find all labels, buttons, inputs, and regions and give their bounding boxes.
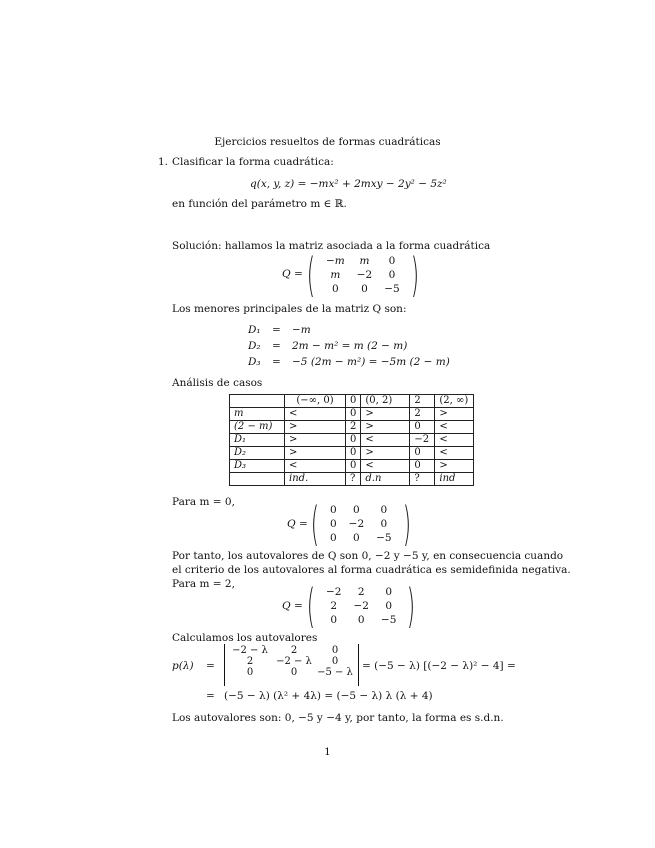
table-cell: <: [361, 460, 410, 473]
cell: −2 − λ: [276, 656, 312, 667]
table-cell: >: [435, 408, 474, 421]
det-eq-sign: =: [206, 660, 215, 672]
table-cell: <: [361, 434, 410, 447]
cell: −2: [325, 586, 342, 598]
table-row: [230, 434, 474, 447]
table-cell: D₂: [230, 447, 285, 460]
cell: 0: [329, 518, 337, 530]
table-cell: <: [435, 421, 474, 434]
cell: −5 − λ: [317, 667, 353, 678]
cell: m: [359, 255, 370, 267]
conclusion-text: Los autovalores son: 0, −5 y −4 y, por tanto, la forma es s.d.n.: [172, 712, 504, 724]
form-equation: q(x, y, z) = −mx² + 2mxy − 2y² − 5z²: [250, 178, 447, 190]
cell: 2: [357, 586, 365, 598]
m0-paragraph-line2: el criterio de los autovalores al forma cuadrática es semidefinida negativa.: [172, 564, 571, 576]
table-cell: [230, 395, 285, 408]
right-paren: ): [402, 497, 411, 551]
cell: 2: [246, 656, 254, 667]
table-cell: 0: [410, 447, 435, 460]
cell: 0: [353, 532, 360, 544]
table-cell: 0: [346, 447, 361, 460]
cell: −2: [348, 518, 365, 530]
left-paren: (: [306, 579, 316, 633]
det-left-bar: [224, 644, 225, 686]
case-m2-text: Para m = 2,: [172, 578, 235, 590]
table-cell: ind.: [285, 473, 346, 486]
matrix-q-label: Q =: [282, 268, 303, 280]
table-cell: (0, 2): [361, 395, 410, 408]
right-paren: ): [410, 248, 419, 302]
cell: 0: [329, 532, 337, 544]
left-paren: (: [306, 248, 316, 302]
matrix-q: [302, 248, 424, 302]
matrix-q0: [306, 497, 416, 551]
cell: 0: [388, 255, 396, 267]
cell: 0: [361, 283, 368, 295]
table-cell: D₁: [230, 434, 285, 447]
cases-heading: Análisis de casos: [172, 377, 263, 389]
table-row: [230, 473, 474, 486]
table-cell: <: [285, 408, 346, 421]
table-cell: ?: [410, 473, 435, 486]
cell: −m: [325, 255, 345, 267]
matrix-q0-grid: [324, 503, 398, 545]
minor-d1-rhs: −m: [292, 324, 311, 336]
cell: 0: [331, 283, 339, 295]
page-number: 1: [324, 746, 331, 758]
minor-d2-rhs: 2m − m² = m (2 − m): [292, 340, 408, 352]
table-cell: ind: [435, 473, 474, 486]
table-cell: >: [285, 434, 346, 447]
cell: 0: [353, 504, 360, 516]
cell: 0: [380, 518, 388, 530]
cell: −2: [353, 600, 369, 612]
m0-paragraph-line1: Por tanto, los autovalores de Q son 0, −2 y −5 y, en consecuencia cuando: [172, 550, 564, 562]
table-cell: >: [285, 421, 346, 434]
table-cell: D₃: [230, 460, 285, 473]
det-matrix: [226, 645, 356, 678]
page-title: Ejercicios resueltos de formas cuadráticas: [214, 136, 441, 148]
minors-text: Los menores principales de la matriz Q son:: [172, 303, 407, 315]
table-cell: 0: [410, 460, 435, 473]
table-cell: ?: [346, 473, 361, 486]
table-cell: 0: [346, 434, 361, 447]
cell: −5: [384, 283, 400, 295]
matrix-q2-label: Q =: [282, 600, 303, 612]
table-cell: 0: [346, 395, 361, 408]
table-cell: 2: [410, 408, 435, 421]
cell: 0: [385, 586, 392, 598]
minor-d2-lhs: D₂: [248, 340, 261, 352]
cell: 0: [380, 504, 388, 516]
cell: 2: [290, 645, 298, 656]
minor-d1-lhs: D₁: [248, 324, 261, 336]
table-cell: 0: [346, 460, 361, 473]
item-number: 1.: [158, 156, 169, 168]
cell: −2: [356, 269, 373, 281]
table-cell: 0: [410, 421, 435, 434]
minor-d3-rhs: −5 (2m − m²) = −5m (2 − m): [292, 356, 450, 368]
table-cell: 2: [410, 395, 435, 408]
cell: 2: [330, 600, 338, 612]
det-right-bar: [358, 644, 359, 686]
table-row: [230, 421, 474, 434]
table-cell: (2, ∞): [435, 395, 474, 408]
line2-eq-sign: =: [206, 690, 215, 702]
cell: 0: [246, 667, 254, 678]
table-cell: <: [435, 434, 474, 447]
line2-rhs: (−5 − λ) (λ² + 4λ) = (−5 − λ) λ (λ + 4): [224, 690, 433, 702]
cell: −5: [380, 614, 397, 626]
cell: 0: [330, 614, 338, 626]
table-cell: 2: [346, 421, 361, 434]
table-cell: >: [435, 460, 474, 473]
cases-table: [229, 394, 474, 486]
cell: −2 − λ: [232, 645, 268, 656]
minor-d2-eq: =: [272, 340, 281, 352]
cell: −5: [376, 532, 392, 544]
cell: 0: [331, 645, 339, 656]
matrix-q2: [302, 579, 420, 633]
cell: 0: [357, 614, 365, 626]
table-cell: [230, 473, 285, 486]
table-cell: >: [361, 421, 410, 434]
table-cell: >: [361, 408, 410, 421]
table-cell: (2 − m): [230, 421, 285, 434]
param-text: en función del parámetro m ∈ ℝ.: [172, 198, 347, 210]
table-row: [230, 408, 474, 421]
matrix-q0-label: Q =: [287, 518, 308, 530]
minor-d3-lhs: D₃: [248, 356, 261, 368]
cell: m: [330, 269, 341, 281]
right-paren: ): [407, 579, 416, 633]
table-row: [230, 460, 474, 473]
p-lambda-label: p(λ): [172, 660, 194, 672]
matrix-q2-grid: [320, 585, 402, 627]
table-cell: 0: [346, 408, 361, 421]
left-paren: (: [310, 497, 320, 551]
prompt-text: Clasificar la forma cuadrática:: [172, 156, 334, 168]
solution-text: Solución: hallamos la matriz asociada a la forma cuadrática: [172, 240, 491, 252]
table-cell: d.n: [361, 473, 410, 486]
table-cell: >: [361, 447, 410, 460]
table-cell: −2: [410, 434, 435, 447]
table-cell: <: [435, 447, 474, 460]
matrix-q-grid: [320, 254, 406, 296]
table-cell: m: [230, 408, 285, 421]
cell: 0: [331, 656, 339, 667]
case-m0-text: Para m = 0,: [172, 496, 235, 508]
cell: 0: [388, 269, 396, 281]
cell: 0: [329, 504, 337, 516]
det-rhs: = (−5 − λ) [(−2 − λ)² − 4] =: [362, 660, 516, 672]
eigen-text: Calculamos los autovalores: [172, 632, 318, 644]
table-row: [230, 447, 474, 460]
table-cell: (−∞, 0): [285, 395, 346, 408]
cell: 0: [290, 667, 298, 678]
minor-d3-eq: =: [272, 356, 281, 368]
table-cell: <: [285, 460, 346, 473]
table-cell: >: [285, 447, 346, 460]
minor-d1-eq: =: [272, 324, 281, 336]
table-row: [230, 395, 474, 408]
cell: 0: [385, 600, 392, 612]
